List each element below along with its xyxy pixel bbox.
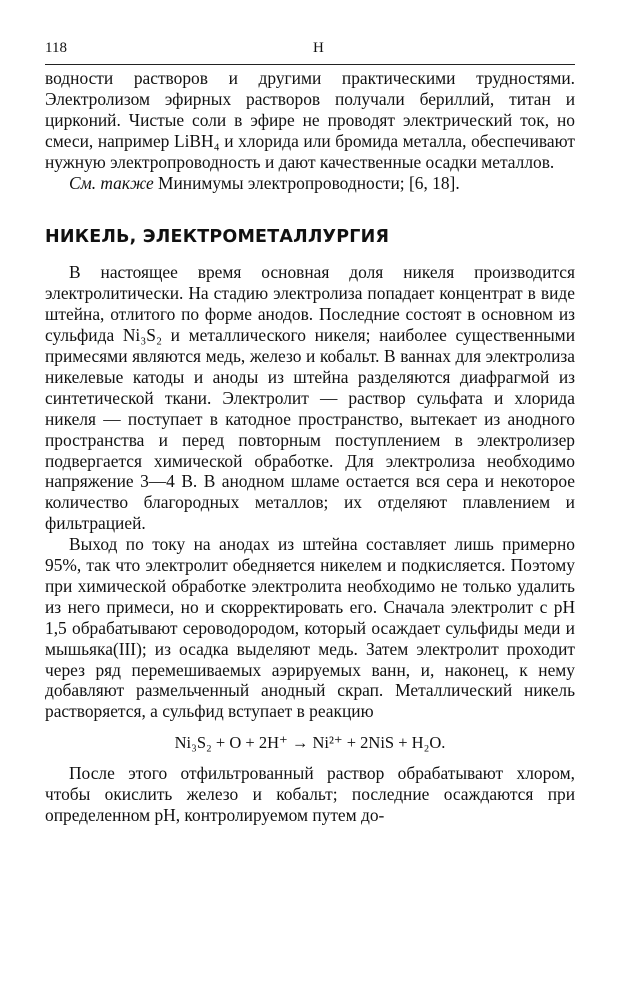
see-also-text: Минимумы электропроводности; [6, 18]. <box>153 172 460 193</box>
article-paragraph-1: В настоящее время основная доля никеля производится электролитически. На стадию электролиза попадает концентрат в виде штейна, отлитого по форме анодов. Последние состоят в основном из сульфида Ni₃S₂ и металлического никеля; наиболее существенными примесями являются медь, железо и кобальт. В ваннах для электролиза никелевые катоды и аноды из штейна разделяются диафрагмой из синтетической ткани. Электролит — раствор сульфата и хлорида никеля — поступает в катодное пространство, вытекает из анодного пространства и перед повторным поступлением в электролизер подвергается химической обработке. Для электролиза необходимо напряжение 3—4 В. В анодном шламе остается вся сера и некоторое количество благородных металлов; их отделяют плавлением и фильтрацией. <box>45 262 575 534</box>
see-also-label: См. также <box>69 172 154 193</box>
article-paragraph-2: Выход по току на анодах из штейна составляет лишь примерно 95%, так что электролит обедняется никелем и подкисляется. Поэтому при химической обработке электролита необходимо не только удалить из него примеси, но и скорректировать его. Сначала электролит с pH 1,5 обрабатывают сероводородом, который осаждает сульфиды меди и мышьяка(III); из осадка выделяют медь. Затем электролит проходит через ряд перемешиваемых аэрируемых ванн, и, наконец, к нему добавляют размельченный анодный скрап. Металлический никель растворяется, а сульфид вступает в реакцию <box>45 534 575 722</box>
article-paragraph-3: После этого отфильтрованный раствор обрабатывают хлором, чтобы окислить железо и кобальт; последние осаждаются при определенном pH, контролируемом путем до- <box>45 763 575 826</box>
intro-paragraph: водности растворов и другими практическими трудностями. Электролизом эфирных растворов получали бериллий, титан и цирконий. Чистые соли в эфире не проводят электрический ток, но смеси, например LiBH₄ и хлорида или бромида металла, обеспечивают нужную электропроводность и дают качественные осадки металлов. <box>45 68 575 172</box>
article-heading: НИКЕЛЬ, ЭЛЕКТРОМЕТАЛЛУРГИЯ <box>45 227 390 248</box>
see-also <box>45 173 575 194</box>
page-body <box>45 68 575 826</box>
page-number: 118 <box>45 40 67 56</box>
reaction-formula: Ni₃S₂ + O + 2H⁺ → Ni²⁺ + 2NiS + H₂O. <box>174 733 446 753</box>
page-header <box>45 40 575 66</box>
running-head: Н <box>313 40 324 56</box>
header-rule <box>45 64 575 65</box>
